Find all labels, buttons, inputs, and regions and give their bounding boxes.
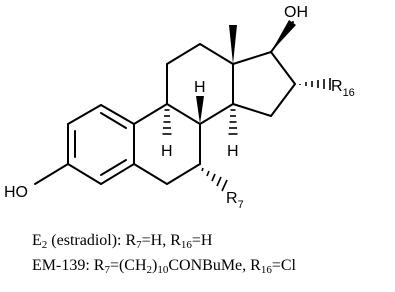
caption-text: EM-139: R xyxy=(32,257,105,274)
caption-subscript: 16 xyxy=(180,239,192,251)
caption-text: =Cl xyxy=(271,257,296,274)
caption-em139 xyxy=(32,257,296,275)
caption-text: =H xyxy=(191,232,213,249)
oh17-wedge xyxy=(271,20,296,52)
r7-label: $R_7$ xyxy=(226,190,244,211)
caption-subscript: 2 xyxy=(41,239,48,251)
caption-text: CONBuMe, R xyxy=(168,257,261,274)
hashed-bonds xyxy=(163,78,331,191)
caption-text: E xyxy=(32,232,42,249)
caption-estradiol xyxy=(32,232,212,250)
caption-subscript: 7 xyxy=(136,239,142,251)
caption-text: =H, R xyxy=(141,232,181,249)
h-label-14: H xyxy=(227,143,239,160)
caption-subscript: 10 xyxy=(157,264,169,276)
caption-text: (estradiol): R xyxy=(47,232,137,249)
caption-subscript: 16 xyxy=(260,264,272,276)
r16-label: $R_{16}$ xyxy=(331,78,355,99)
caption-subscript: 7 xyxy=(104,264,110,276)
h-label-9: H xyxy=(161,143,173,160)
caption-text: ) xyxy=(152,257,158,274)
oh-label-top: OH xyxy=(284,4,308,21)
caption-text: =(CH xyxy=(109,257,147,274)
methyl-wedge xyxy=(229,25,237,64)
caption-subscript: 2 xyxy=(146,264,153,276)
ho-label: HO xyxy=(4,184,28,201)
h-label-8: H xyxy=(194,79,206,96)
h8-wedge xyxy=(196,96,204,124)
